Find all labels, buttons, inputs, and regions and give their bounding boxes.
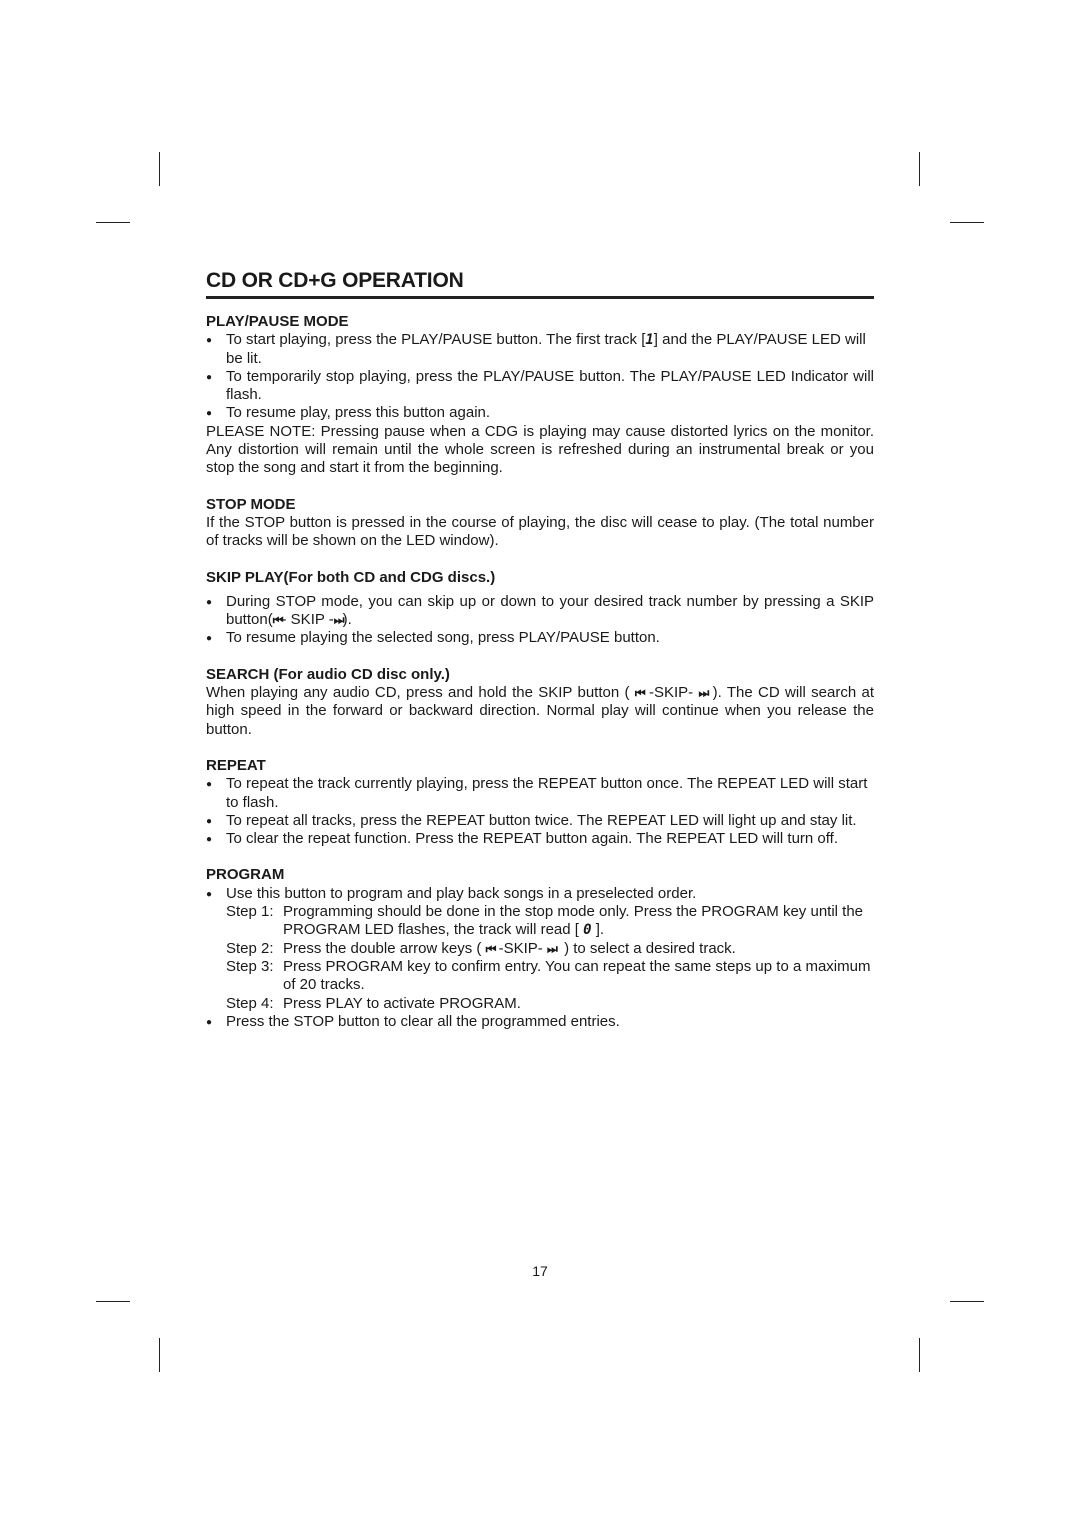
list-item: ● To repeat the track currently playing, press the REPEAT button once. The REPEAT LED will start to flash. [206, 775, 874, 812]
skip-forward-icon: ⏭ [698, 686, 708, 701]
crop-mark [96, 1301, 130, 1302]
led-digit-icon: 0 [583, 922, 592, 939]
crop-mark [950, 1301, 984, 1302]
crop-mark [159, 152, 160, 186]
skip-forward-icon: ⏭ [546, 941, 556, 956]
led-digit-icon: 1 [645, 332, 654, 349]
section-heading-stop: STOP MODE [206, 495, 296, 513]
list-item: ● To temporarily stop playing, press the PLAY/PAUSE button. The PLAY/PAUSE LED Indicator will flash. [206, 368, 874, 405]
please-note: PLEASE NOTE: Pressing pause when a CDG is playing may cause distorted lyrics on the monitor. Any distortion will remain until the whole screen is refreshed during an instrumental break or you stop the song and start it from the beginning. [206, 422, 874, 477]
skip-back-icon: ⏮ [485, 941, 495, 956]
section-heading-program: PROGRAM [206, 866, 285, 884]
skip-back-icon: ⏮ [634, 686, 644, 701]
list-item: ● Use this button to program and play back songs in a preselected order. [206, 885, 874, 903]
list-item: ● To start playing, press the PLAY/PAUSE button. The first track [1] and the PLAY/PAUSE LED will be lit. [206, 331, 874, 368]
play-pause-list [206, 331, 874, 422]
crop-mark [950, 222, 984, 223]
program-step: Step 1: Programming should be done in the stop mode only. Press the PROGRAM key until the PROGRAM LED flashes, the track will read [ 0 ]. [226, 903, 864, 939]
repeat-list [206, 775, 874, 848]
section-heading-play-pause: PLAY/PAUSE MODE [206, 313, 349, 330]
skip-list [206, 593, 874, 648]
program-list-end [206, 1013, 874, 1031]
program-step: Step 3: Press PROGRAM key to confirm entry. You can repeat the same steps up to a maximum of 20 tracks. [226, 957, 871, 994]
list-item: ● During STOP mode, you can skip up or down to your desired track number by pressing a SKIP button(⏮- SKIP -⏭). [206, 593, 874, 630]
program-list [206, 885, 874, 903]
page-content [206, 268, 874, 1031]
section-heading-search: SEARCH (For audio CD disc only.) [206, 665, 450, 683]
list-item: ● Press the STOP button to clear all the programmed entries. [206, 1013, 874, 1031]
program-step: Step 4: Press PLAY to activate PROGRAM. [226, 994, 521, 1012]
page-title: CD OR CD+G OPERATION [206, 269, 464, 292]
program-step: Step 2: Press the double arrow keys ( ⏮ -SKIP- ⏭ ) to select a desired track. [226, 939, 736, 957]
page-number: 17 [532, 1263, 548, 1279]
list-item: ● To repeat all tracks, press the REPEAT button twice. The REPEAT LED will light up and stay lit. [206, 812, 874, 830]
list-item: ● To resume play, press this button again. [206, 404, 874, 422]
title-rule [206, 268, 874, 299]
stop-text: If the STOP button is pressed in the course of playing, the disc will cease to play. (The total number of tracks will be shown on the LED window). [206, 513, 874, 550]
crop-mark [96, 222, 130, 223]
section-heading-skip: SKIP PLAY(For both CD and CDG discs.) [206, 568, 496, 586]
skip-back-icon: ⏮ [272, 613, 282, 628]
list-item: ● To resume playing the selected song, press PLAY/PAUSE button. [206, 629, 874, 647]
crop-mark [919, 152, 920, 186]
search-text: When playing any audio CD, press and hold the SKIP button ( ⏮ -SKIP- ⏭ ). The CD will search at high speed in the forward or backward direction. Normal play will continue when you release the button. [206, 684, 875, 738]
crop-mark [919, 1338, 920, 1372]
section-heading-repeat: REPEAT [206, 756, 266, 774]
crop-mark [159, 1338, 160, 1372]
list-item: ● To clear the repeat function. Press the REPEAT button again. The REPEAT LED will turn off. [206, 830, 874, 848]
skip-forward-icon: ⏭ [333, 613, 343, 628]
